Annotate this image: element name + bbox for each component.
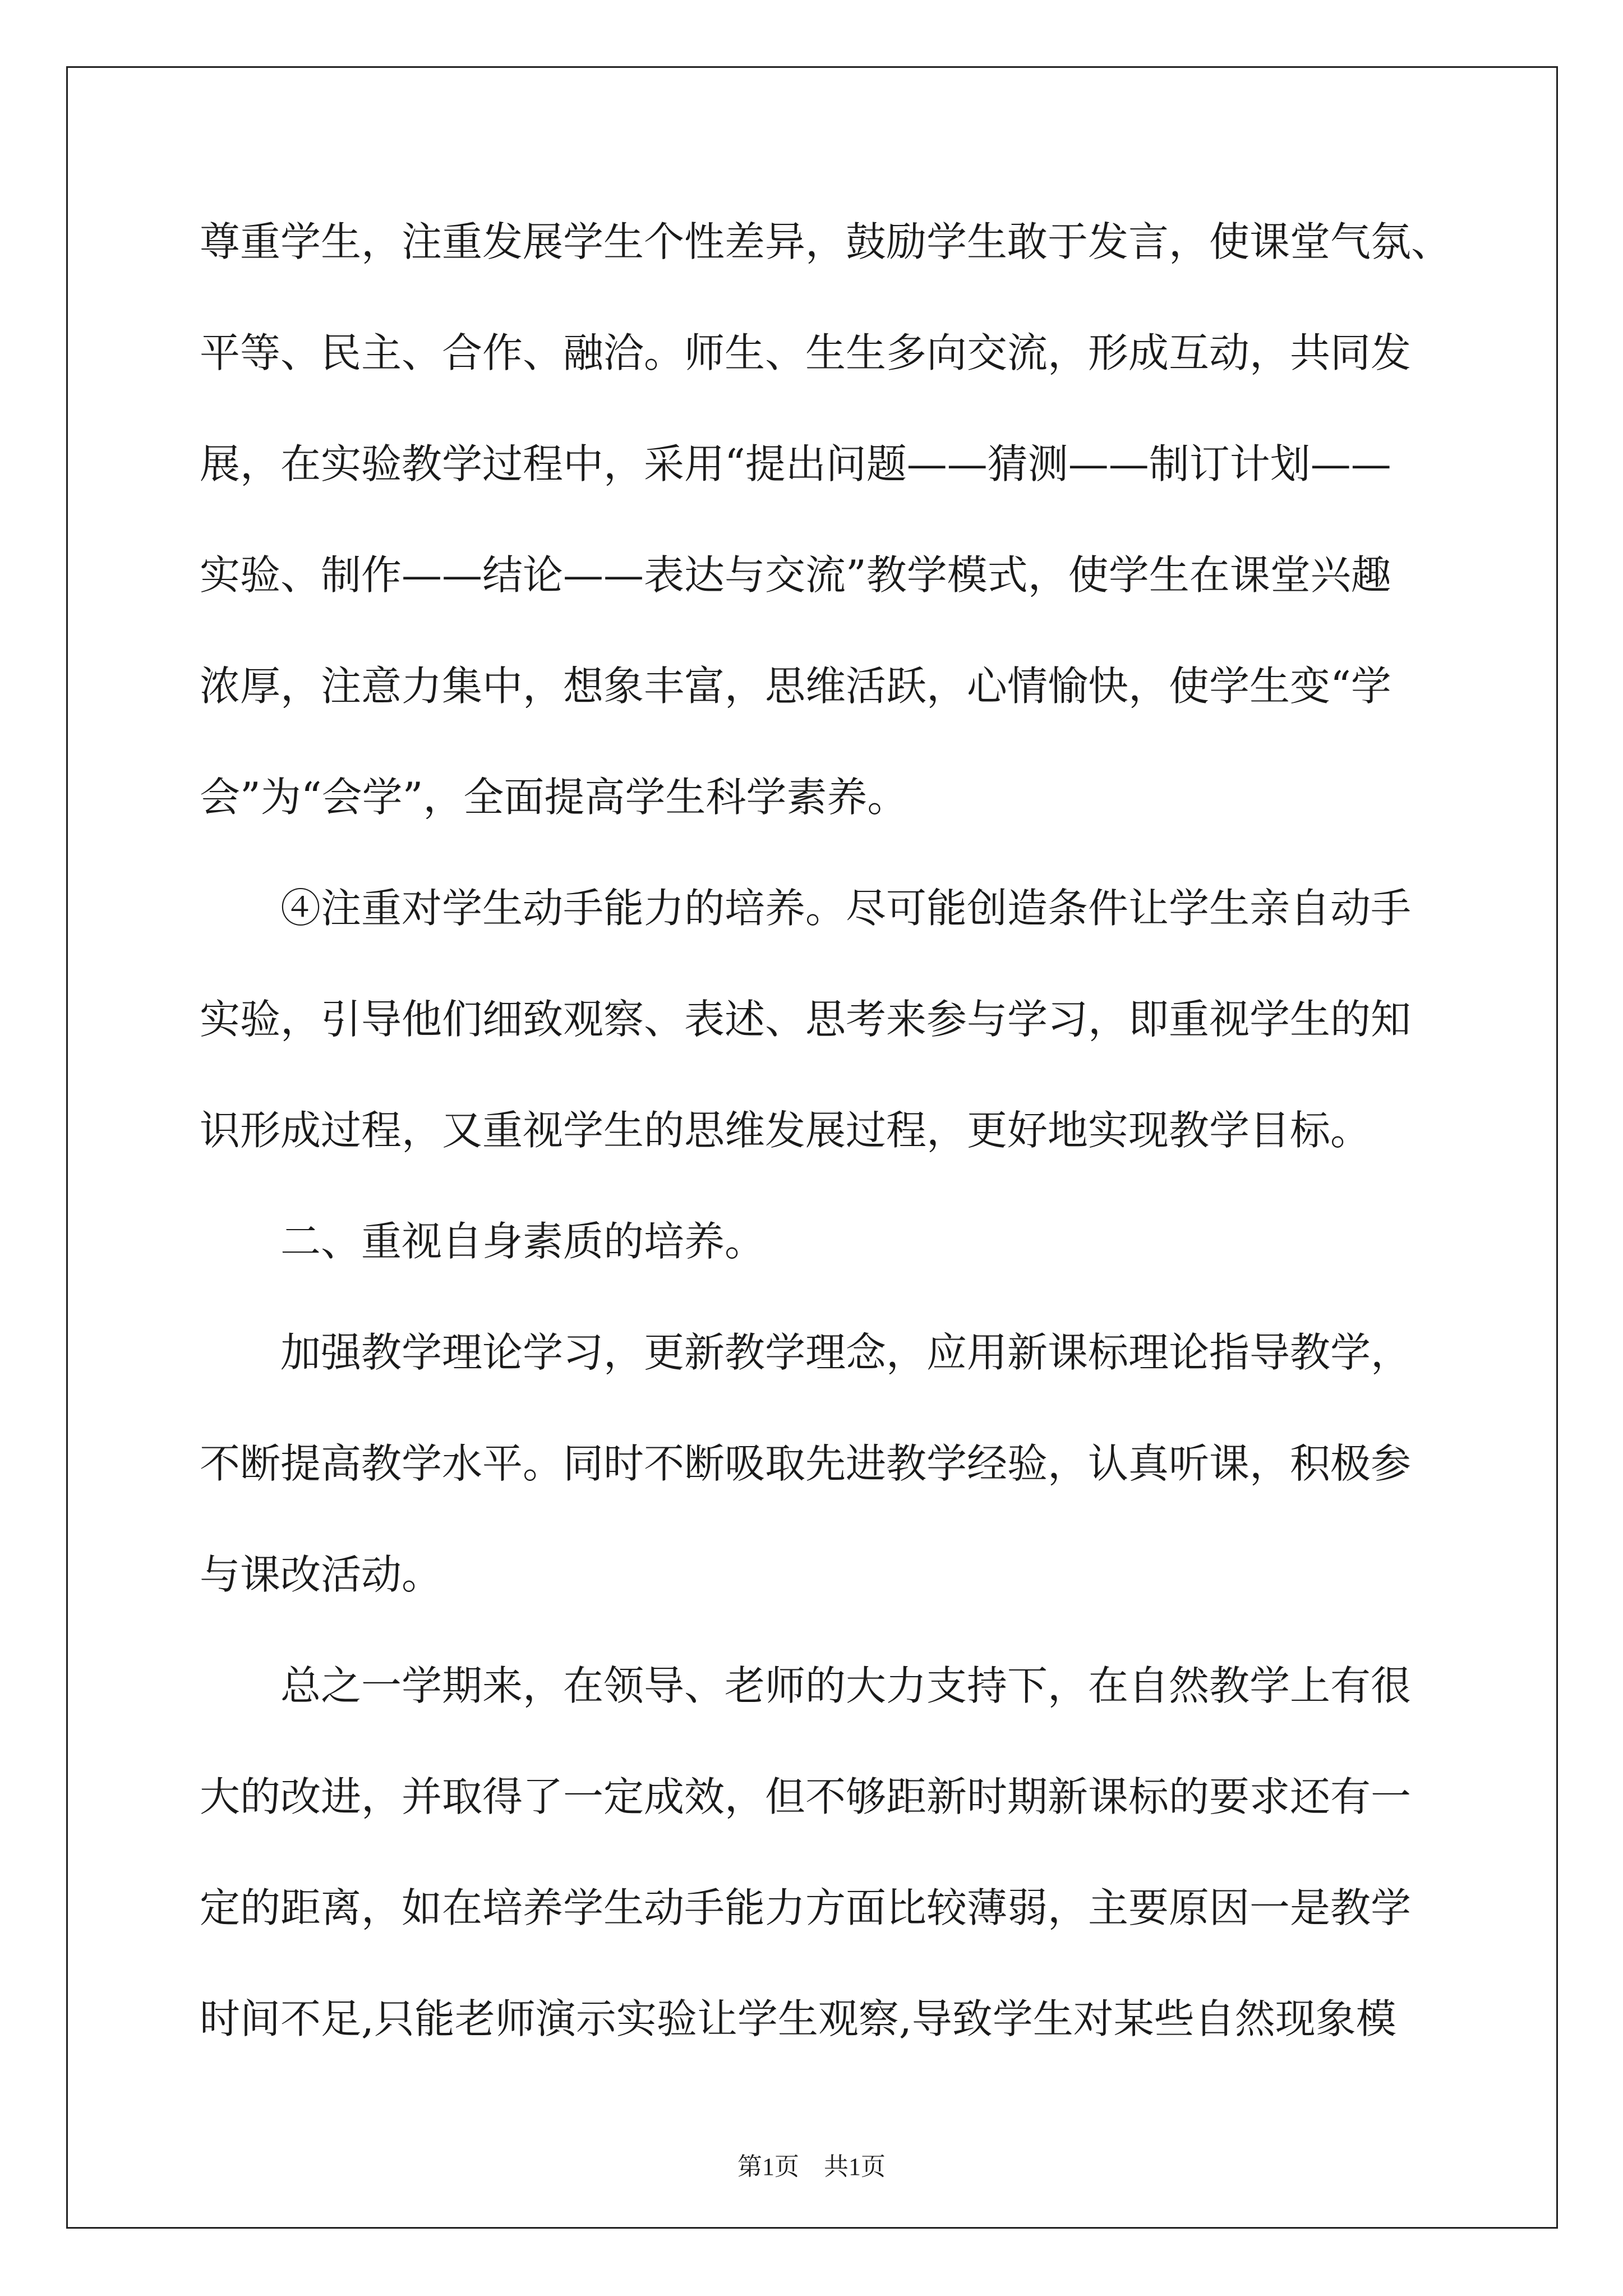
text-line: ④注重对学生动手能力的培养。尽可能创造条件让学生亲自动手 xyxy=(200,885,1412,932)
text-line: 加强教学理论学习，更新教学理念，应用新课标理论指导教学， xyxy=(200,1329,1412,1376)
text-line: 总之一学期来，在领导、老师的大力支持下，在自然教学上有很 xyxy=(200,1662,1412,1709)
text-line: 平等、民主、合作、融洽。师生、生生多向交流，形成互动，共同发 xyxy=(200,329,1412,376)
text-line: 展，在实验教学过程中，采用“提出问题——猜测——制订计划—— xyxy=(200,440,1391,487)
text-line: 浓厚，注意力集中，想象丰富，思维活跃，心情愉快，使学生变“学 xyxy=(200,662,1391,710)
text-line: 会”为“会学”，全面提高学生科学素养。 xyxy=(200,774,908,821)
text-line: 定的距离，如在培养学生动手能力方面比较薄弱，主要原因一是教学 xyxy=(200,1884,1412,1931)
page-footer: 第1页 共1页 xyxy=(737,2153,886,2180)
text-line: 实验，引导他们细致观察、表述、思考来参与学习，即重视学生的知 xyxy=(200,996,1412,1043)
text-line: 大的改进，并取得了一定成效，但不够距新时期新课标的要求还有一 xyxy=(200,1773,1412,1820)
text-line: 实验、制作——结论——表达与交流”教学模式，使学生在课堂兴趣 xyxy=(200,551,1391,599)
text-line: 与课改活动。 xyxy=(200,1551,442,1598)
text-line: 不断提高教学水平。同时不断吸取先进教学经验，认真听课，积极参 xyxy=(200,1440,1412,1487)
section-heading: 二、重视自身素质的培养。 xyxy=(200,1218,766,1265)
text-line: 时间不足,只能老师演示实验让学生观察,导致学生对某些自然现象模 xyxy=(200,1995,1396,2042)
text-line: 识形成过程，又重视学生的思维发展过程，更好地实现教学目标。 xyxy=(200,1107,1371,1154)
text-line: 尊重学生，注重发展学生个性差异，鼓励学生敢于发言，使课堂气氛、 xyxy=(200,218,1452,265)
